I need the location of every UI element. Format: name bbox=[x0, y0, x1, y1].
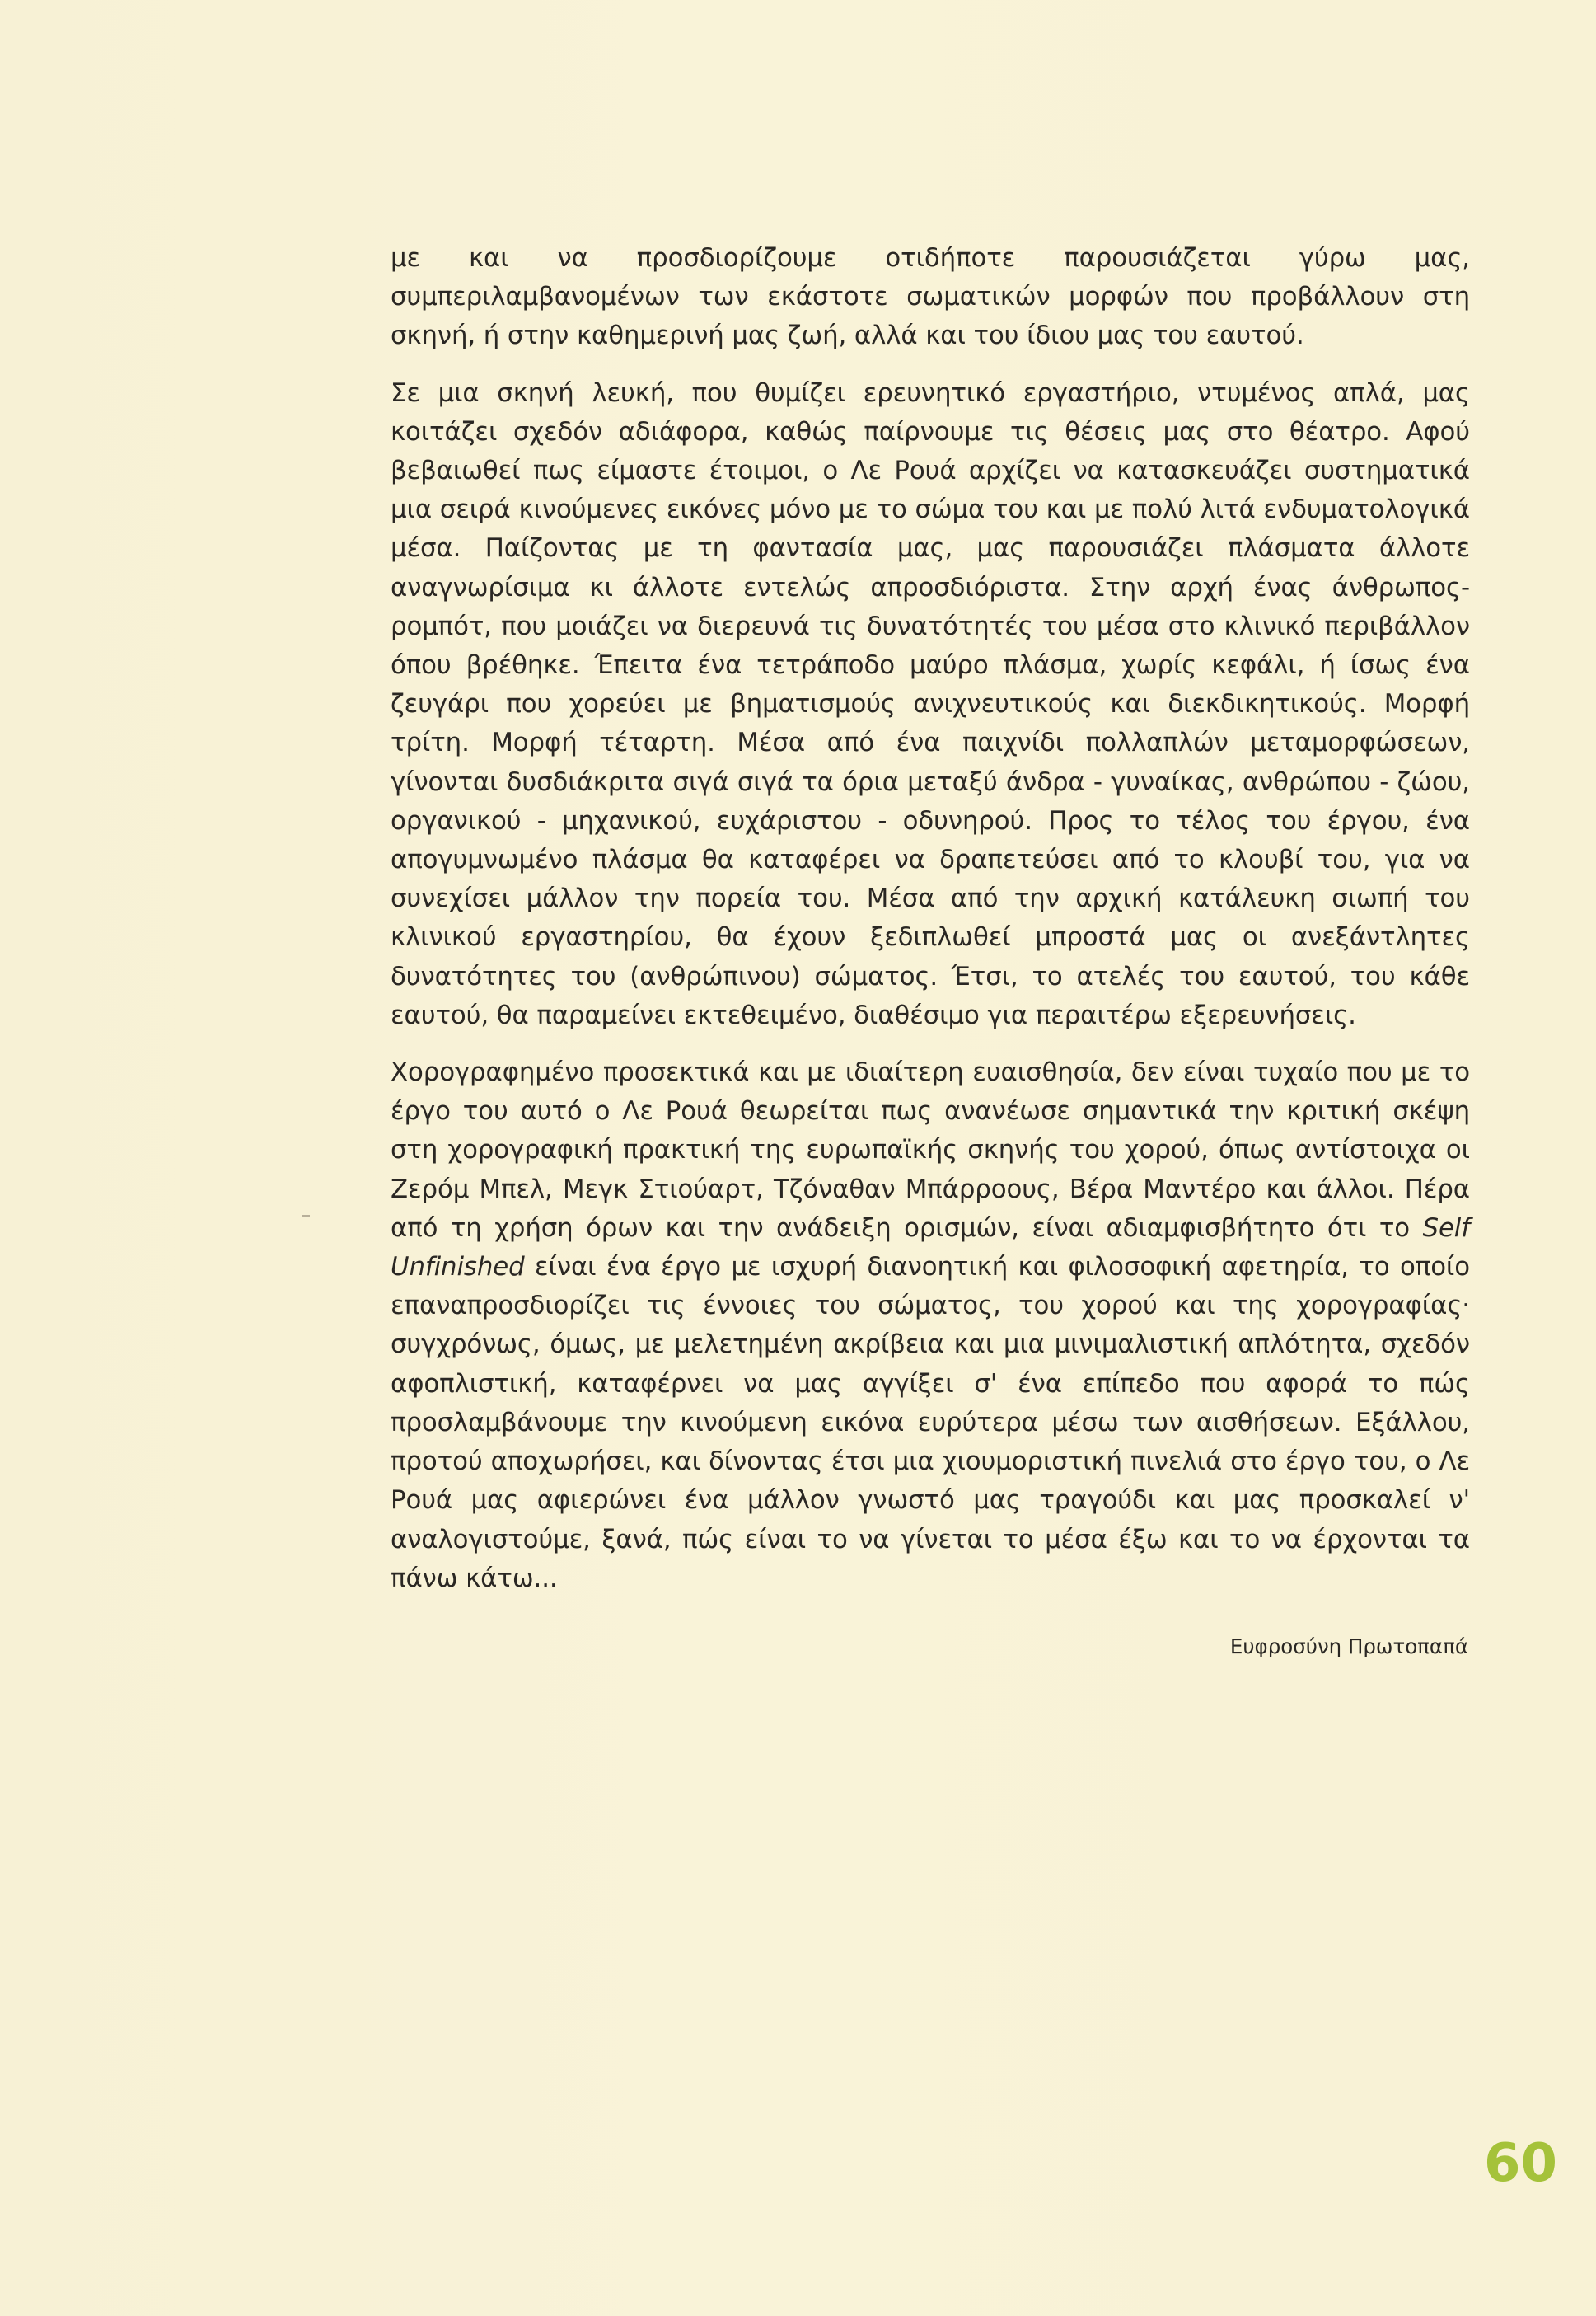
paragraph-2-text: Σε μια σκηνή λευκή, που θυμίζει ερευνητικό εργαστήριο, ντυμένος απλά, μας κοιτάζει σχεδόν αδιάφορα, καθώς παίρνουμε τις θέσεις μας στο θέατρο. Αφού βεβαιωθεί πως είμαστε έτοιμοι, ο Λε Ρουά αρχίζει να κατασκευάζει συστηματικά μια σειρά κινούμενες εικόνες μόνο με το σώμα του και με πολύ λιτά ενδυματολογικά μέσα. Παίζοντας με τη φαντασία μας, μας παρουσιάζει πλάσματα άλλοτε αναγνωρίσιμα κι άλλοτε εντελώς απροσδιόριστα. Στην αρχή ένας άνθρωπος-ρομπότ, που μοιάζει να διερευνά τις δυνατότητές του μέσα στο κλινικό περιβάλλον όπου βρέθηκε. Έπειτα ένα τετράποδο μαύρο πλάσμα, χωρίς κεφάλι, ή ίσως ένα ζευγάρι που χορεύει με βηματισμούς ανιχνευτικούς και διεκδικητικούς. Μορφή τρίτη. Μορφή τέταρτη. Μέσα από ένα παιχνίδι πολλαπλών μεταμορφώσεων, γίνονται δυσδιάκριτα σιγά σιγά τα όρια μεταξύ άνδρα - γυναίκας, ανθρώπου - ζώου, οργανικού - μηχανικού, ευχάριστου - οδυνηρού. Προς το τέλος του έργου, ένα απογυμνωμένο πλάσμα θα καταφέρει να δραπετεύσει από το κλουβί του, για να συνεχίσει μάλλον την πορεία του. Μέσα από την αρχική κατάλευκη σιωπή του κλινικού εργαστηρίου, θα έχουν ξεδιπλωθεί μπροστά μας οι ανεξάντλητες δυνατότητες του (ανθρώπινου) σώματος. Έτσι, το ατελές του εαυτού, του κάθε εαυτού, θα παραμείνει εκτεθειμένο, διαθέσιμο για περαιτέρω εξερευνήσεις. bbox=[391, 377, 1470, 1030]
page-number: 60 bbox=[1483, 2133, 1557, 2194]
margin-mark bbox=[302, 1215, 310, 1217]
work-title-italic: Self Unfinished bbox=[391, 1212, 1470, 1282]
paragraph-2 bbox=[391, 374, 1470, 1035]
paragraph-1-text: με και να προσδιορίζουμε οτιδήποτε παρουσιάζεται γύρω μας, συμπεριλαμβανομένων των εκάστοτε σωματικών μορφών που προβάλλουν στη σκηνή, ή στην καθημερινή μας ζωή, αλλά και του ίδιου μας του εαυτού. bbox=[391, 243, 1470, 351]
paragraph-3-text-end: είναι ένα έργο με ισχυρή διανοητική και φιλοσοφική αφετηρία, το οποίο επαναπροσδιορίζει τις έννοιες του σώματος, του χορού και της χορογραφίας· συγχρόνως, όμως, με μελετημένη ακρίβεια και μια μινιμαλιστική απλότητα, σχεδόν αφοπλιστική, καταφέρνει να μας αγγίξει σ' ένα επίπεδο που αφορά το πώς προσλαμβάνουμε την κινούμενη εικόνα ευρύτερα μέσω των αισθήσεων. Εξάλλου, προτού αποχωρήσει, και δίνοντας έτσι μια χιουμοριστική πινελιά στο έργο του, ο Λε Ρουά μας αφιερώνει ένα μάλλον γνωστό μας τραγούδι και μας προσκαλεί ν' αναλογιστούμε, ξανά, πώς είναι το να γίνεται το μέσα έξω και το να έρχονται τα πάνω κάτω... bbox=[391, 1252, 1470, 1593]
paragraph-1 bbox=[391, 239, 1470, 356]
paragraph-3-text-start: Χορογραφημένο προσεκτικά και με ιδιαίτερη ευαισθησία, δεν είναι τυχαίο που με το έργο του αυτό ο Λε Ρουά θεωρείται πως ανανέωσε σημαντικά την κριτική σκέψη στη χορογραφική πρακτική της ευρωπαϊκής σκηνής του χορού, όπως αντίστοιχα οι Ζερόμ Μπελ, Μεγκ Στιούαρτ, Τζόναθαν Μπάρροους, Βέρα Μαντέρο και άλλοι. Πέρα από τη χρήση όρων και την ανάδειξη ορισμών, είναι αδιαμφισβήτητο ότι το bbox=[391, 1057, 1470, 1243]
author-signature: Ευφροσύνη Πρωτοπαπά bbox=[1229, 1634, 1468, 1658]
article-body bbox=[391, 239, 1470, 1616]
paragraph-3 bbox=[391, 1053, 1470, 1598]
